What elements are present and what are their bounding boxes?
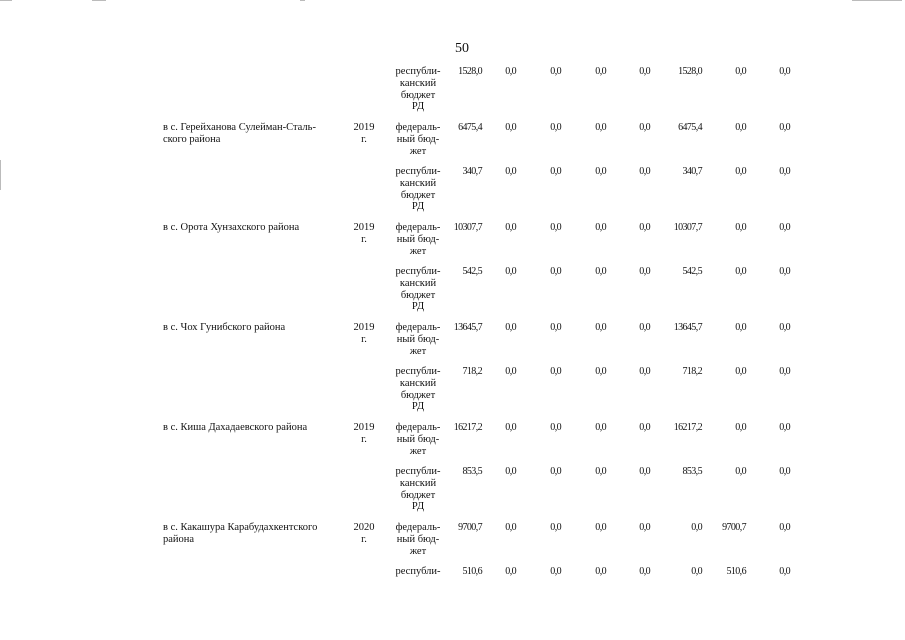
- value-cell: 0,0: [595, 266, 606, 277]
- funding-source: республи- канский бюджет РД: [395, 466, 441, 513]
- value-cell: 0,0: [779, 266, 790, 277]
- funding-source: республи- канский бюджет РД: [395, 366, 441, 413]
- value-cell: 0,0: [550, 566, 561, 577]
- value-cell: 0,0: [550, 266, 561, 277]
- funding-source: федераль- ный бюд- жет: [395, 122, 441, 157]
- value-cell: 0,0: [595, 322, 606, 333]
- value-cell: 0,0: [639, 566, 650, 577]
- value-cell: 0,0: [639, 66, 650, 77]
- value-cell: 0,0: [735, 322, 746, 333]
- value-cell: 0,0: [595, 166, 606, 177]
- funding-source: федераль- ный бюд- жет: [395, 322, 441, 357]
- value-cell: 0,0: [505, 222, 516, 233]
- value-cell: 0,0: [639, 166, 650, 177]
- object-name: в с. Киша Дахадаевского района: [163, 422, 308, 433]
- year-cell: 2019 г.: [353, 322, 375, 345]
- value-cell: 0,0: [735, 366, 746, 377]
- value-cell: 0,0: [691, 522, 702, 533]
- year-cell: 2019 г.: [353, 222, 375, 245]
- value-cell: 0,0: [595, 466, 606, 477]
- value-cell: 718,2: [462, 366, 482, 377]
- value-cell: 542,5: [682, 266, 702, 277]
- object-name: в с. Чох Гунибского района: [163, 322, 286, 333]
- value-cell: 0,0: [779, 166, 790, 177]
- value-cell: 0,0: [779, 222, 790, 233]
- value-cell: 0,0: [779, 322, 790, 333]
- value-cell: 0,0: [779, 522, 790, 533]
- value-cell: 0,0: [505, 322, 516, 333]
- value-cell: 0,0: [550, 222, 561, 233]
- value-cell: 0,0: [505, 366, 516, 377]
- value-cell: 0,0: [505, 266, 516, 277]
- funding-source: федераль- ный бюд- жет: [395, 422, 441, 457]
- funding-source: федераль- ный бюд- жет: [395, 222, 441, 257]
- value-cell: 13645,7: [453, 322, 482, 333]
- value-cell: 0,0: [639, 266, 650, 277]
- page-number: 50: [455, 41, 469, 56]
- value-cell: 0,0: [505, 522, 516, 533]
- value-cell: 0,0: [639, 466, 650, 477]
- value-cell: 0,0: [639, 122, 650, 133]
- value-cell: 9700,7: [458, 522, 482, 533]
- value-cell: 0,0: [505, 122, 516, 133]
- value-cell: 0,0: [550, 522, 561, 533]
- value-cell: 1528,0: [458, 66, 482, 77]
- value-cell: 718,2: [682, 366, 702, 377]
- value-cell: 542,5: [462, 266, 482, 277]
- value-cell: 0,0: [595, 122, 606, 133]
- value-cell: 0,0: [505, 566, 516, 577]
- value-cell: 0,0: [550, 322, 561, 333]
- value-cell: 0,0: [779, 122, 790, 133]
- object-name: в с. Орота Хунзахского района: [163, 222, 300, 233]
- value-cell: 13645,7: [673, 322, 702, 333]
- scan-edge-mark: [0, 160, 1, 190]
- funding-source: республи- канский бюджет РД: [395, 266, 441, 313]
- value-cell: 0,0: [735, 222, 746, 233]
- value-cell: 10307,7: [673, 222, 702, 233]
- scan-edge-mark: [92, 0, 106, 1]
- value-cell: 340,7: [462, 166, 482, 177]
- funding-source: республи- канский бюджет РД: [395, 166, 441, 213]
- value-cell: 0,0: [595, 222, 606, 233]
- value-cell: 0,0: [735, 422, 746, 433]
- value-cell: 0,0: [639, 222, 650, 233]
- value-cell: 0,0: [779, 466, 790, 477]
- object-name: в с. Герейханова Сулейман-Сталь- ского района: [163, 122, 316, 145]
- value-cell: 0,0: [779, 422, 790, 433]
- scan-edge-mark: [0, 0, 12, 1]
- value-cell: 0,0: [550, 122, 561, 133]
- value-cell: 0,0: [505, 466, 516, 477]
- value-cell: 0,0: [595, 66, 606, 77]
- value-cell: 10307,7: [453, 222, 482, 233]
- value-cell: 0,0: [735, 266, 746, 277]
- year-cell: 2020 г.: [353, 522, 375, 545]
- value-cell: 0,0: [691, 566, 702, 577]
- value-cell: 9700,7: [722, 522, 746, 533]
- value-cell: 0,0: [550, 66, 561, 77]
- funding-source: федераль- ный бюд- жет: [395, 522, 441, 557]
- value-cell: 0,0: [550, 166, 561, 177]
- value-cell: 0,0: [595, 366, 606, 377]
- value-cell: 853,5: [462, 466, 482, 477]
- value-cell: 0,0: [550, 466, 561, 477]
- funding-source: республи-: [395, 566, 441, 577]
- object-name: в с. Какашура Карабудахкентского района: [163, 522, 318, 545]
- value-cell: 0,0: [639, 522, 650, 533]
- value-cell: 6475,4: [678, 122, 702, 133]
- value-cell: 0,0: [550, 366, 561, 377]
- value-cell: 0,0: [779, 566, 790, 577]
- scan-edge-mark: [300, 0, 305, 1]
- value-cell: 0,0: [779, 66, 790, 77]
- value-cell: 0,0: [735, 466, 746, 477]
- year-cell: 2019 г.: [353, 122, 375, 145]
- value-cell: 853,5: [682, 466, 702, 477]
- value-cell: 6475,4: [458, 122, 482, 133]
- value-cell: 16217,2: [673, 422, 702, 433]
- year-cell: 2019 г.: [353, 422, 375, 445]
- value-cell: 0,0: [595, 522, 606, 533]
- value-cell: 0,0: [505, 166, 516, 177]
- funding-source: республи- канский бюджет РД: [395, 66, 441, 113]
- value-cell: 0,0: [735, 66, 746, 77]
- value-cell: 16217,2: [453, 422, 482, 433]
- value-cell: 0,0: [639, 366, 650, 377]
- value-cell: 510,6: [726, 566, 746, 577]
- value-cell: 0,0: [779, 366, 790, 377]
- value-cell: 0,0: [639, 422, 650, 433]
- value-cell: 0,0: [735, 122, 746, 133]
- value-cell: 0,0: [639, 322, 650, 333]
- value-cell: 0,0: [505, 66, 516, 77]
- scan-edge-mark: [852, 0, 902, 1]
- value-cell: 510,6: [462, 566, 482, 577]
- value-cell: 340,7: [682, 166, 702, 177]
- value-cell: 0,0: [735, 166, 746, 177]
- value-cell: 0,0: [505, 422, 516, 433]
- value-cell: 0,0: [595, 422, 606, 433]
- value-cell: 0,0: [595, 566, 606, 577]
- value-cell: 1528,0: [678, 66, 702, 77]
- value-cell: 0,0: [550, 422, 561, 433]
